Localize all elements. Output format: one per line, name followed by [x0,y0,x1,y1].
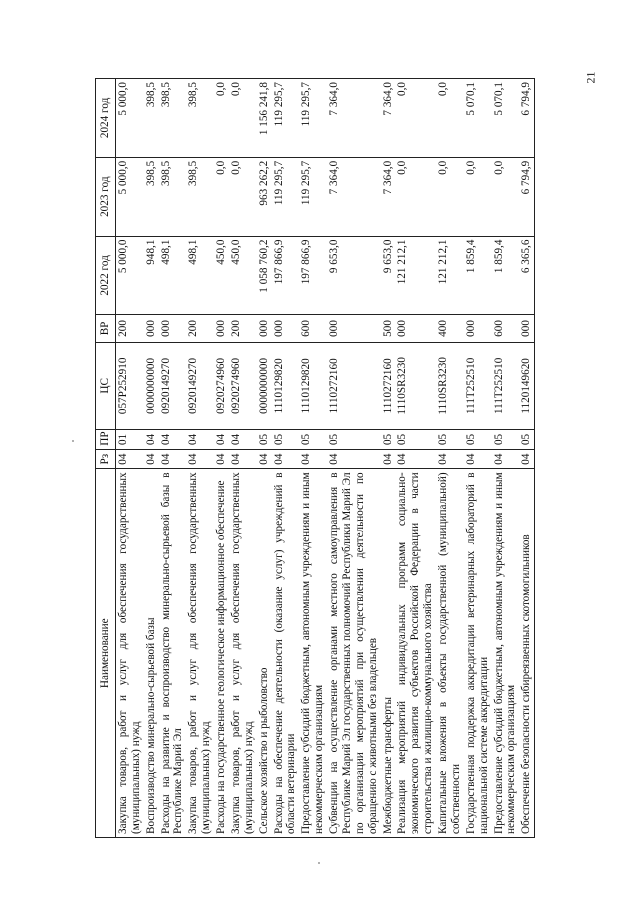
row-cs: 111T252510 [492,342,520,429]
row-value-2023: 0,0 [214,157,229,236]
row-vr: 400 [436,315,464,342]
row-rz: 04 [144,449,159,469]
table-row [257,79,272,838]
row-rz: 04 [436,449,464,469]
page-number: 21 [583,71,598,84]
row-value-2024: 398,5 [159,79,187,158]
row-vr: 000 [395,315,436,342]
row-value-2022: 498,1 [159,236,187,315]
row-vr: 600 [299,315,327,342]
table-row [159,79,187,838]
row-name: Расходы на развитие и воспроизводство минерально-сырьевой базы в Республике Марий Эл [159,469,187,838]
header-2023: 2023 год [96,157,116,236]
row-pr: 04 [159,430,187,450]
header-2022: 2022 год [96,236,116,315]
row-cs: 0000000000 [144,342,159,429]
row-rz: 04 [272,449,300,469]
header-rz: Рз [96,449,116,469]
row-value-2023: 0,0 [229,157,257,236]
row-name: Государственная поддержка аккредитации ветеринарных лабораторий в национальной системе аккредитации [464,469,492,838]
row-rz: 04 [464,449,492,469]
row-value-2022: 948,1 [144,236,159,315]
row-rz: 04 [159,449,187,469]
row-value-2023: 398,5 [144,157,159,236]
row-value-2022: 121 212,1 [395,236,436,315]
row-value-2024: 5 070,1 [492,79,520,158]
row-value-2022: 9 653,0 [327,236,381,315]
row-value-2024: 6 794,9 [519,79,534,158]
row-rz: 04 [186,449,214,469]
row-value-2024: 119 295,7 [299,79,327,158]
row-value-2022: 450,0 [229,236,257,315]
row-value-2022: 6 365,6 [519,236,534,315]
row-name: Межбюджетные трансферты [381,469,396,838]
row-pr: 05 [492,430,520,450]
row-vr: 000 [257,315,272,342]
row-pr: 04 [144,430,159,450]
row-value-2024: 0,0 [395,79,436,158]
row-pr: 05 [272,430,300,450]
header-vr: ВР [96,315,116,342]
row-value-2023: 0,0 [436,157,464,236]
row-value-2022: 498,1 [186,236,214,315]
row-rz: 04 [492,449,520,469]
row-cs: 0920149270 [186,342,214,429]
row-value-2023: 7 364,0 [381,157,396,236]
row-name: Закупка товаров, работ и услуг для обеспечения государственных (муниципальных) нужд [186,469,214,838]
row-value-2023: 398,5 [159,157,187,236]
row-name: Расходы на обеспечение деятельности (оказание услуг) учреждений в области ветеринарии [272,469,300,838]
table-row [299,79,327,838]
row-vr: 000 [214,315,229,342]
row-value-2022: 197 866,9 [272,236,300,315]
row-value-2023: 5 000,0 [115,157,143,236]
row-cs: 1110272160 [327,342,381,429]
row-vr: 500 [381,315,396,342]
row-cs: 1110272160 [381,342,396,429]
row-rz: 04 [395,449,436,469]
row-name: Капитальные вложения в объекты государственной (муниципальной) собственности [436,469,464,838]
row-value-2024: 5 000,0 [115,79,143,158]
table-row [436,79,464,838]
scan-speck [72,440,74,442]
row-vr: 000 [519,315,534,342]
row-pr: 05 [381,430,396,450]
row-pr: 05 [464,430,492,450]
table-body [115,79,534,838]
row-vr: 200 [229,315,257,342]
row-cs: 1120149620 [519,342,534,429]
row-value-2022: 5 000,0 [115,236,143,315]
row-cs: 0000000000 [257,342,272,429]
table-row [492,79,520,838]
row-value-2023: 398,5 [186,157,214,236]
row-pr: 05 [436,430,464,450]
row-pr: 01 [115,430,143,450]
row-value-2024: 0,0 [229,79,257,158]
row-value-2022: 1 058 760,2 [257,236,272,315]
row-value-2023: 0,0 [492,157,520,236]
row-vr: 600 [492,315,520,342]
budget-table [95,78,535,838]
row-name: Воспроизводство минерально-сырьевой базы [144,469,159,838]
row-value-2024: 1 156 241,8 [257,79,272,158]
table-row [229,79,257,838]
header-2024: 2024 год [96,79,116,158]
row-cs: 1110SR3230 [395,342,436,429]
row-pr: 05 [519,430,534,450]
row-value-2023: 119 295,7 [299,157,327,236]
row-rz: 04 [381,449,396,469]
row-value-2022: 9 653,0 [381,236,396,315]
row-value-2023: 6 794,9 [519,157,534,236]
row-pr: 04 [186,430,214,450]
row-name: Сельское хозяйство и рыболовство [257,469,272,838]
row-vr: 000 [159,315,187,342]
row-value-2024: 5 070,1 [464,79,492,158]
row-cs: 0920149270 [159,342,187,429]
row-value-2024: 0,0 [214,79,229,158]
row-cs: 0920274960 [214,342,229,429]
row-value-2024: 119 295,7 [272,79,300,158]
row-vr: 000 [327,315,381,342]
row-cs: 057P252910 [115,342,143,429]
row-vr: 000 [464,315,492,342]
row-pr: 05 [395,430,436,450]
row-pr: 04 [229,430,257,450]
scan-speck [318,862,320,864]
budget-table-rotated [95,78,615,838]
table-row [186,79,214,838]
row-value-2024: 398,5 [186,79,214,158]
row-rz: 04 [519,449,534,469]
row-value-2022: 1 859,4 [492,236,520,315]
row-rz: 04 [214,449,229,469]
row-value-2022: 1 859,4 [464,236,492,315]
row-cs: 111T252510 [464,342,492,429]
row-rz: 04 [327,449,381,469]
table-row [381,79,396,838]
row-name: Закупка товаров, работ и услуг для обеспечения государственных (муниципальных) нужд [115,469,143,838]
header-cs: ЦС [96,342,116,429]
table-header-row [96,79,116,838]
row-name: Закупка товаров, работ и услуг для обеспечения государственных (муниципальных) нужд [229,469,257,838]
row-value-2022: 121 212,1 [436,236,464,315]
row-rz: 04 [299,449,327,469]
row-value-2024: 398,5 [144,79,159,158]
row-pr: 05 [257,430,272,450]
header-name: Наименование [96,469,116,838]
row-rz: 04 [257,449,272,469]
row-name: Предоставление субсидий бюджетным, автономным учреждениям и иным некоммерческим организациям [299,469,327,838]
row-value-2024: 7 364,0 [381,79,396,158]
row-name: Обеспечение безопасности сибиреязвенных скотомогильников [519,469,534,838]
row-name: Реализация мероприятий индивидуальных программ социально-экономического развития субъектов Российской Федерации в части строительства и жилищно-коммунального хозяйства [395,469,436,838]
table-row [214,79,229,838]
row-value-2023: 0,0 [464,157,492,236]
row-value-2023: 0,0 [395,157,436,236]
table-row [327,79,381,838]
row-rz: 04 [229,449,257,469]
table-row [144,79,159,838]
row-value-2023: 7 364,0 [327,157,381,236]
row-pr: 05 [327,430,381,450]
row-value-2022: 197 866,9 [299,236,327,315]
row-name: Расходы на государственное геологическое информационное обеспечение [214,469,229,838]
row-vr: 000 [272,315,300,342]
row-cs: 0920274960 [229,342,257,429]
row-pr: 05 [299,430,327,450]
row-value-2023: 963 262,2 [257,157,272,236]
row-name: Предоставление субсидий бюджетным, автономным учреждениям и иным некоммерческим организациям [492,469,520,838]
row-rz: 04 [115,449,143,469]
row-pr: 04 [214,430,229,450]
table-row [395,79,436,838]
row-vr: 000 [144,315,159,342]
row-cs: 1110SR3230 [436,342,464,429]
row-value-2023: 119 295,7 [272,157,300,236]
row-cs: 1110129820 [272,342,300,429]
table-row [464,79,492,838]
row-value-2024: 0,0 [436,79,464,158]
row-vr: 200 [115,315,143,342]
row-vr: 200 [186,315,214,342]
table-row [519,79,534,838]
row-cs: 1110129820 [299,342,327,429]
row-value-2024: 7 364,0 [327,79,381,158]
row-name: Субвенции на осуществление органами местного самоуправления в Республике Марий Эл государственных полномочий Республики Марий Эл по организации мероприятий при осуществлении деятельности по обращению с животными без владельцев [327,469,381,838]
table-row [115,79,143,838]
row-value-2022: 450,0 [214,236,229,315]
header-pr: ПР [96,430,116,450]
table-row [272,79,300,838]
